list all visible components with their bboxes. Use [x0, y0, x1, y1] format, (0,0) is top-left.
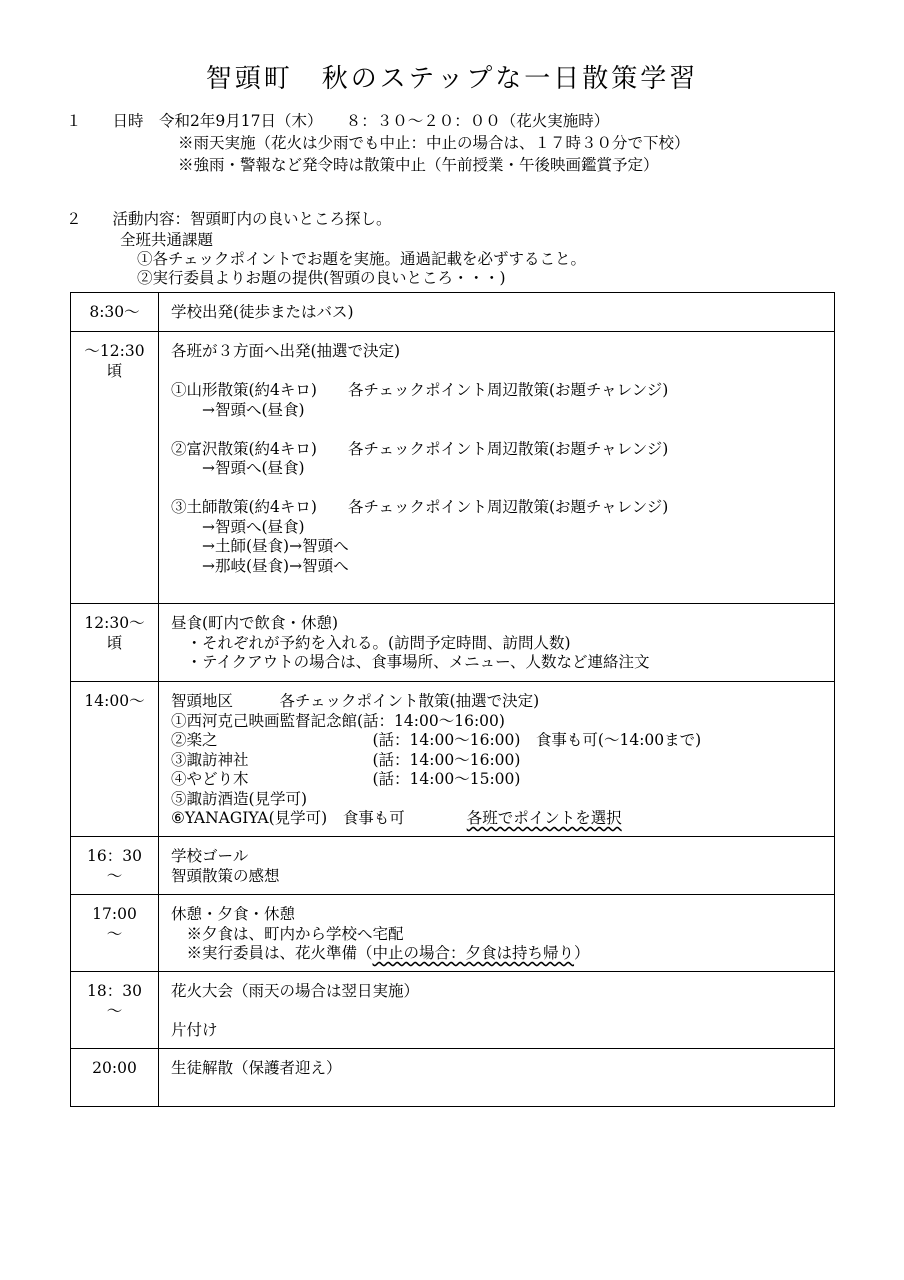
checkpoint-item: ①西河克己映画監督記念館(話：14:00～16:00): [171, 711, 505, 730]
schedule-row: [71, 837, 835, 895]
checkpoint-item: ②楽之 (話：14:00～16:00) 食事も可(～14:00まで): [171, 731, 702, 749]
activity-text: 智頭散策の感想: [171, 866, 280, 885]
activity-text: [171, 944, 834, 964]
activity-text: 昼食(町内で飲食・休憩): [171, 614, 339, 632]
activity-text: 学校出発(徒歩またはバス): [171, 303, 354, 321]
time-cell: [71, 293, 159, 332]
time-cell: [71, 1049, 159, 1107]
time-cell: [71, 972, 159, 1049]
activity-cell: [159, 972, 835, 1049]
time-cell: [71, 332, 159, 604]
activity-text: 各班が３方面へ出発(抽選で決定): [171, 342, 401, 360]
checkpoint-item: ④やどり木 (話：14:00～15:00): [171, 770, 521, 788]
common-task-2: ②実行委員よりお題の提供(智頭の良いところ・・・): [137, 269, 506, 287]
checkpoint-item: [171, 809, 834, 829]
activity-text: ・テイクアウトの場合は、食事場所、メニュー、人数など連絡注文: [171, 653, 650, 671]
schedule-table: [70, 292, 835, 1107]
cancel-note: 中止の場合：夕食は持ち帰り: [372, 944, 575, 962]
route-detail: →智頭へ(昼食): [171, 517, 305, 536]
time-label: 16：30: [87, 847, 142, 865]
activity-cell: [159, 293, 835, 332]
activity-text: 休憩・夕食・休憩: [171, 905, 296, 923]
route-detail: →土師(昼食)→智頭へ: [171, 537, 349, 555]
time-approx: 頃: [106, 633, 123, 652]
time-cell: [71, 604, 159, 682]
time-label: 20:00: [92, 1059, 137, 1077]
activity-cell: [159, 604, 835, 682]
activity-cell: [159, 682, 835, 837]
schedule-row: [71, 1049, 835, 1107]
schedule-row: [71, 682, 835, 837]
activity-heading: ２ 活動内容：智頭町内の良いところ探し。: [66, 210, 392, 228]
activity-text-part: ※実行委員は、花火準備（: [171, 944, 373, 962]
activity-cell: [159, 837, 835, 895]
time-label: ～12:30: [84, 342, 145, 360]
checkpoint-text: ⑥YANAGIYA(見学可) 食事も可: [171, 809, 467, 827]
time-approx: ～: [106, 924, 123, 943]
activity-text: 生徒解散（保護者迎え）: [171, 1059, 342, 1077]
activity-text: 学校ゴール: [171, 847, 249, 865]
page-title: 智頭町 秋のステップな一日散策学習: [205, 64, 699, 94]
time-approx: 頃: [106, 361, 123, 380]
activity-cell: [159, 1049, 835, 1107]
time-label: 18：30: [87, 982, 142, 1000]
common-task-1: ①各チェックポイントでお題を実施。通過記載を必ずすること。: [137, 250, 587, 268]
date-line: １ 日時 令和2年9月17日（木） ８：３０～２０：００（花火実施時）: [66, 112, 610, 130]
checkpoint-item: ③諏訪神社 (話：14:00～16:00): [171, 750, 521, 769]
time-label: 12:30～: [84, 614, 145, 632]
time-approx: ～: [106, 1001, 123, 1020]
time-cell: [71, 837, 159, 895]
activity-cell: [159, 895, 835, 972]
activity-text: 花火大会（雨天の場合は翌日実施）: [171, 982, 420, 1000]
activity-text: ※夕食は、町内から学校へ宅配: [171, 924, 404, 943]
common-task-label: 全班共通課題: [120, 231, 214, 249]
time-approx: ～: [106, 866, 123, 885]
activity-cell: [159, 332, 835, 604]
schedule-row: [71, 293, 835, 332]
time-label: 14:00～: [84, 692, 145, 710]
activity-text: ・それぞれが予約を入れる。(訪問予定時間、訪問人数): [171, 633, 571, 652]
schedule-row: [71, 972, 835, 1049]
rain-note: ※雨天実施（花火は少雨でも中止：中止の場合は、１７時３０分で下校）: [178, 134, 690, 152]
schedule-row: [71, 604, 835, 682]
route-detail: →智頭へ(昼食): [171, 400, 305, 419]
checkpoint-item: ⑤諏訪酒造(見学可): [171, 789, 308, 808]
activity-text: 智頭地区 各チェックポイント散策(抽選で決定): [171, 692, 540, 710]
schedule-row: [71, 895, 835, 972]
route-haji: ③土師散策(約4キロ) 各チェックポイント周辺散策(お題チャレンジ): [171, 498, 669, 516]
route-detail: →智頭へ(昼食): [171, 459, 305, 477]
time-label: 17:00: [92, 905, 137, 923]
schedule-row: [71, 332, 835, 604]
storm-note: ※強雨・警報など発令時は散策中止（午前授業・午後映画鑑賞予定）: [178, 156, 659, 174]
selection-note: 各班でポイントを選択: [466, 809, 622, 827]
time-cell: [71, 895, 159, 972]
activity-text: 片付け: [171, 1021, 218, 1039]
route-detail: →那岐(昼食)→智頭へ: [171, 556, 349, 575]
route-tomisawa: ②富沢散策(約4キロ) 各チェックポイント周辺散策(お題チャレンジ): [171, 439, 669, 458]
route-yamagata: ①山形散策(約4キロ) 各チェックポイント周辺散策(お題チャレンジ): [171, 381, 669, 399]
activity-text-part: ）: [574, 944, 590, 962]
time-cell: [71, 682, 159, 837]
time-label: 8:30～: [89, 303, 140, 321]
